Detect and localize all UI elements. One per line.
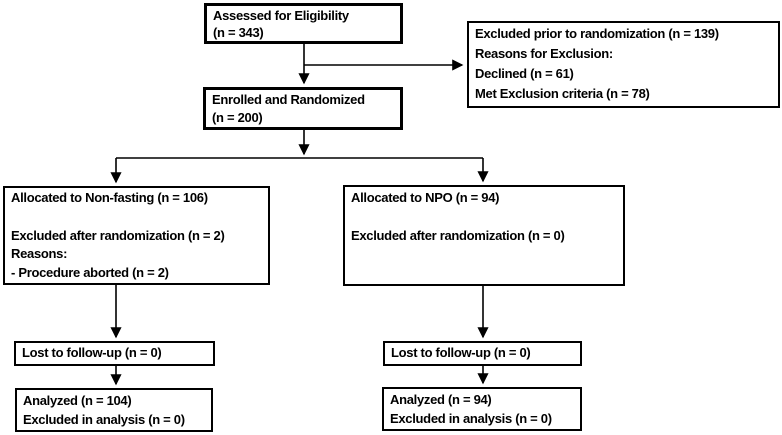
text-line: Enrolled and Randomized [212, 92, 365, 107]
text-line: Analyzed (n = 104) [23, 393, 132, 408]
text-line: Allocated to Non-fasting (n = 106) [11, 190, 208, 205]
excluded-prior-to-randomization-box [467, 21, 780, 108]
text-line: Allocated to NPO (n = 94) [351, 190, 500, 205]
text-line: (n = 200) [212, 110, 263, 125]
text-line [351, 207, 617, 226]
text-line: Assessed for Eligibility [213, 8, 349, 23]
text-line: Excluded after randomization (n = 0) [351, 228, 565, 243]
text-line: (n = 343) [213, 25, 264, 40]
analyzed-right-box [382, 387, 582, 431]
enrolled-and-randomized-box [203, 87, 403, 130]
text-line: Declined (n = 61) [475, 66, 574, 81]
text-line: - Procedure aborted (n = 2) [11, 265, 169, 281]
lost-to-follow-up-left-box [14, 341, 215, 366]
assessed-for-eligibility-box [204, 3, 403, 44]
text-line: Lost to follow-up (n = 0) [22, 345, 162, 360]
allocated-npo-box [343, 185, 625, 286]
text-line: Excluded in analysis (n = 0) [390, 411, 552, 426]
text-line: Reasons: [11, 246, 68, 262]
text-line: Analyzed (n = 94) [390, 392, 492, 407]
text-line: Excluded prior to randomization (n = 139) [475, 26, 719, 41]
analyzed-left-box [15, 388, 213, 432]
text-line: Excluded after randomization (n = 2) [11, 227, 225, 243]
lost-to-follow-up-right-box [383, 341, 582, 366]
text-line [11, 208, 262, 227]
allocated-non-fasting-box [3, 186, 270, 285]
text-line: Lost to follow-up (n = 0) [391, 345, 531, 360]
text-line: Met Exclusion criteria (n = 78) [475, 86, 650, 101]
text-line: Excluded in analysis (n = 0) [23, 412, 185, 427]
text-line: Reasons for Exclusion: [475, 46, 613, 61]
